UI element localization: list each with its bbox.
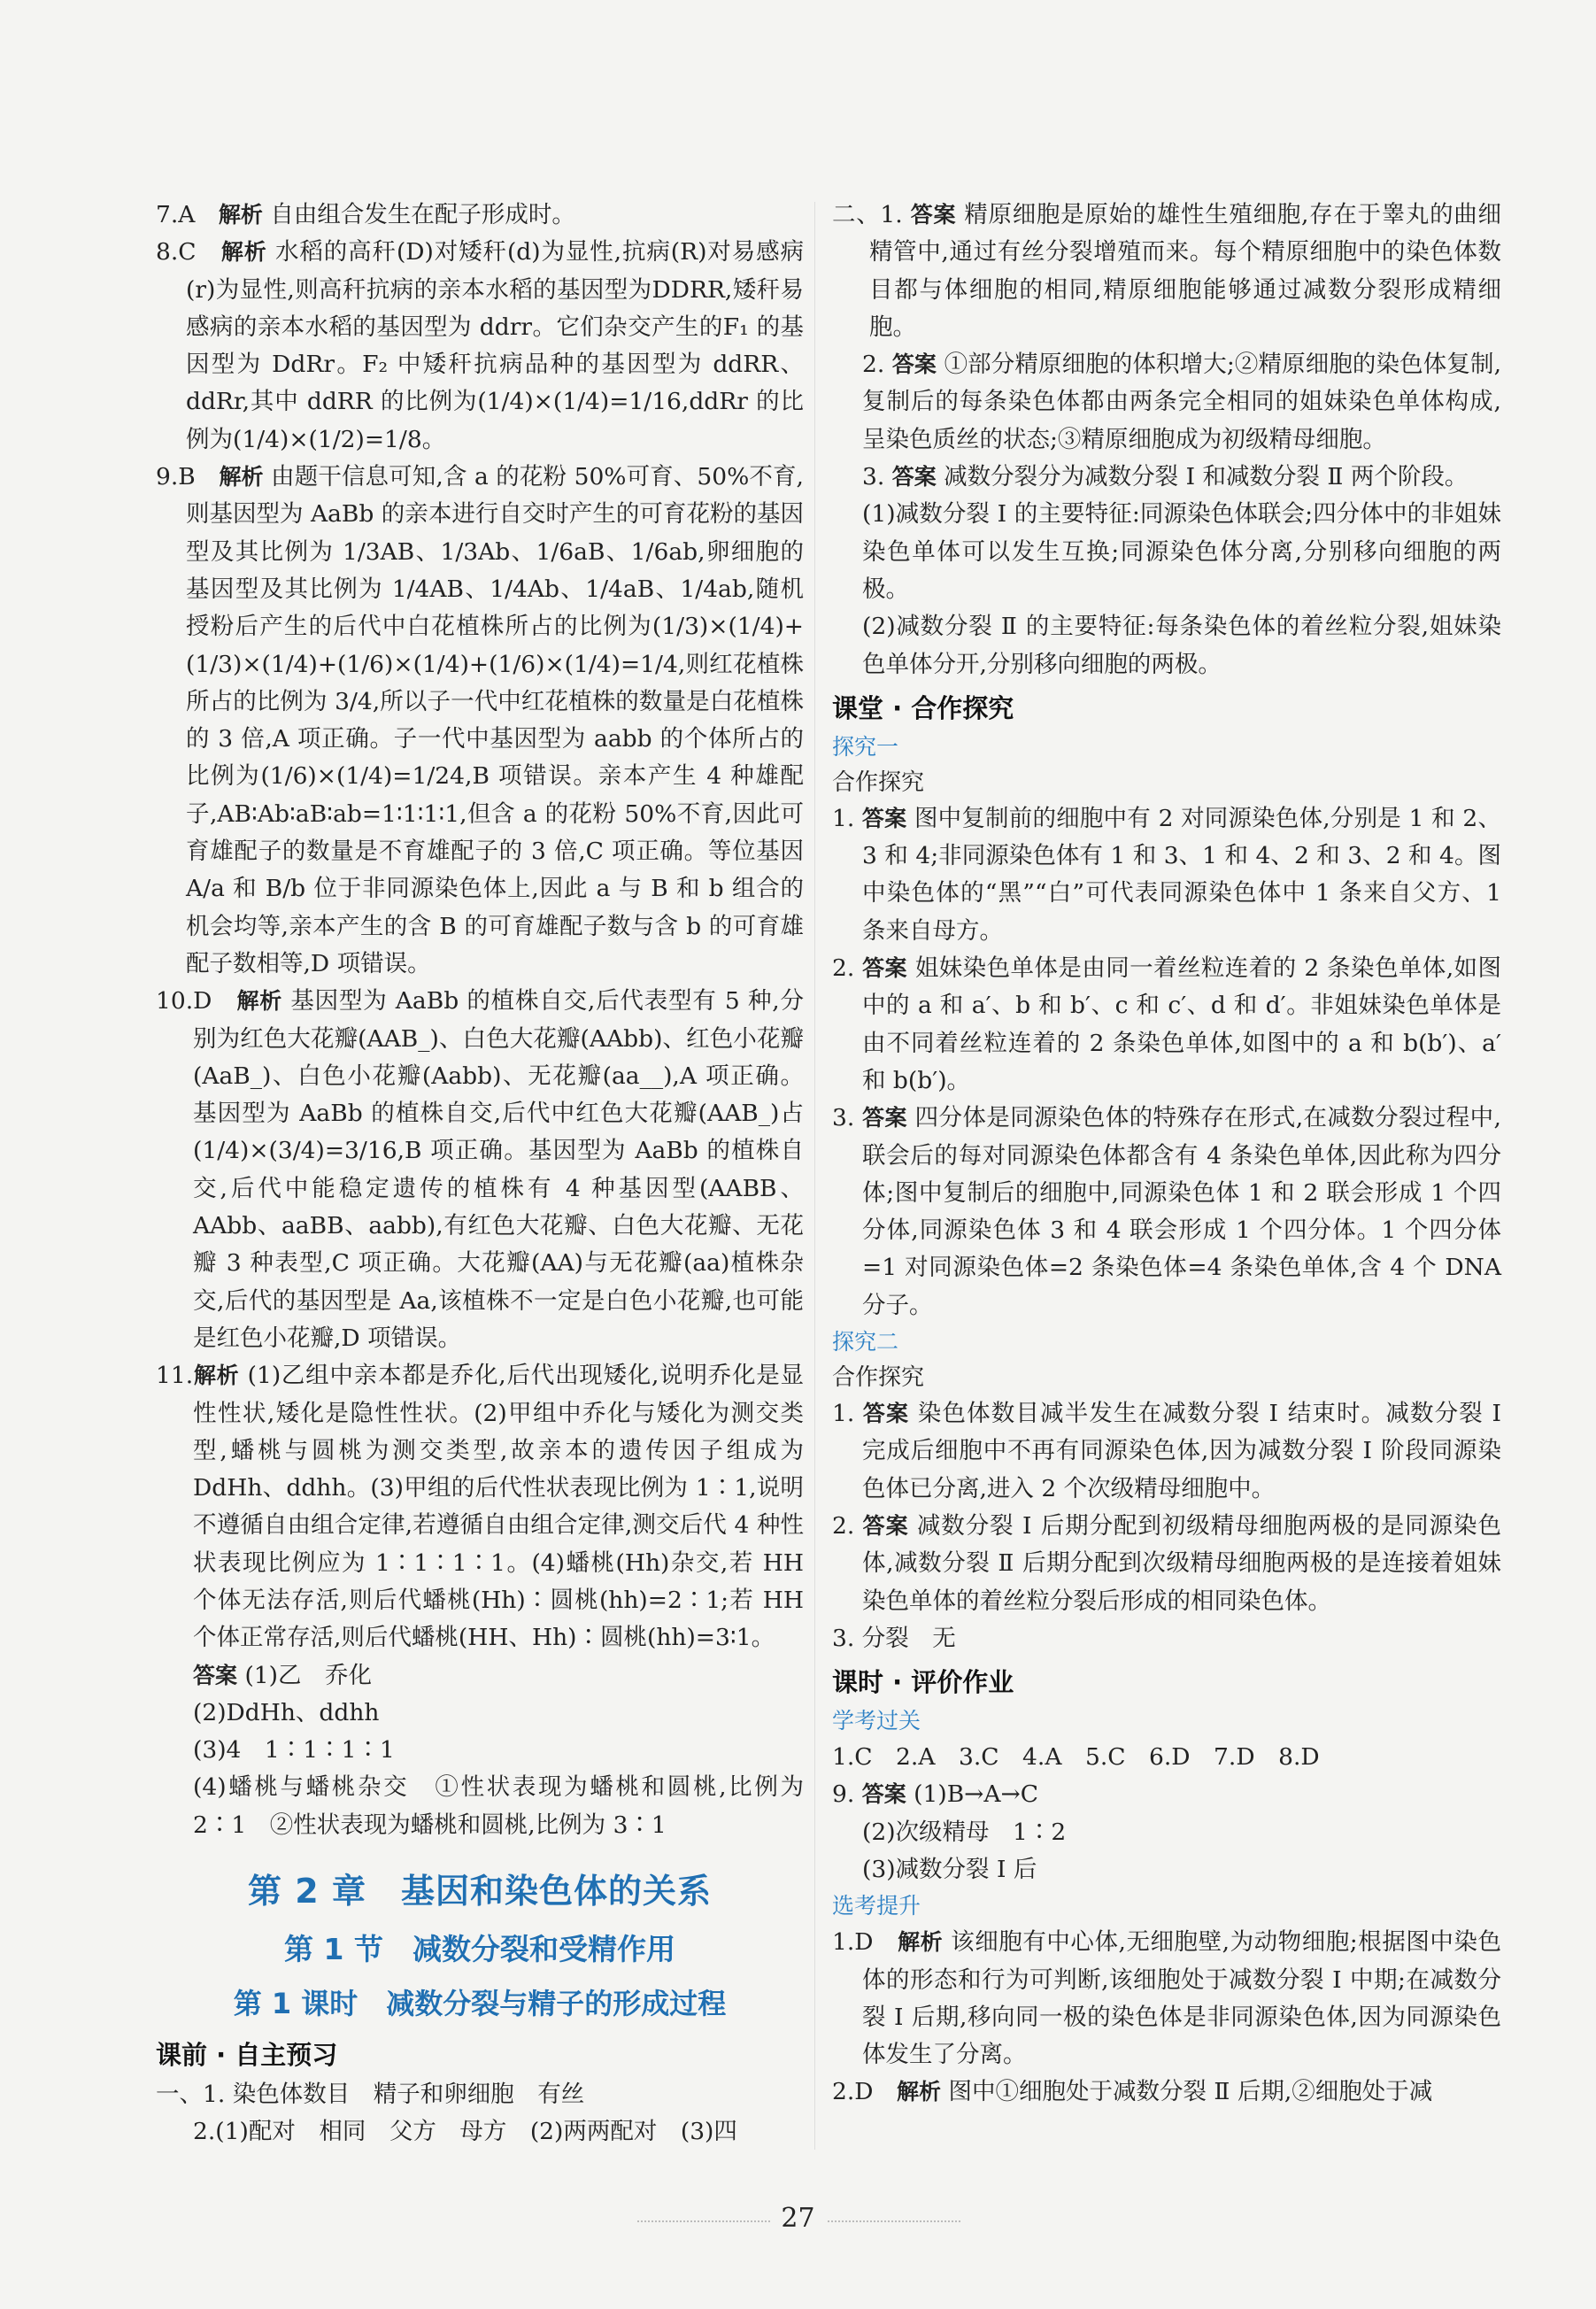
answer-9-right: 9. 答案 (1)B→A→C	[832, 1780, 1038, 1809]
cooperative-label-2: 合作探究	[832, 1364, 925, 1392]
answer-11: 11.解析 (1)乙组中亲本都是乔化,后代出现矮化,说明乔化是显性性状,矮化是隐性性状。(2)甲组中乔化与矮化为测交类型,蟠桃与圆桃为测交类型,故亲本的遗传因子组成为 DdHh、ddhh。(3)甲组的后代性状表现比例为 1∶1,说明不遵循自由组合定律,若遵循自由组合定律,测交后代 4 种性状表现比例应为 1∶1∶1∶1。(4)蟠桃(Hh)杂交,若 HH 个体无法存活,则后代蟠桃(Hh)∶圆桃(hh)=2∶1;若 HH 个体正常存活,则后代蟠桃(HH、Hh)∶圆桃(hh)=3∶1。	[156, 1362, 804, 1652]
answer-11-key-4: (4)蟠桃与蟠桃杂交 ①性状表现为蟠桃和圆桃,比例为 2∶1 ②性状表现为蟠桃和圆桃,比例为 3∶1	[193, 1773, 804, 1839]
explore-2-answer-1: 1. 答案 染色体数目减半发生在减数分裂 Ⅰ 结束时。减数分裂 Ⅰ 完成后细胞中不再有同源染色体,因为减数分裂 Ⅰ 阶段同源染色体已分离,进入 2 个次级精母细胞中。	[832, 1400, 1501, 1502]
chapter-title: 第 2 章 基因和染色体的关系	[248, 1872, 712, 1911]
divider	[814, 202, 815, 2150]
advanced-answer-2: 2.D 解析 图中①细胞处于减数分裂 Ⅱ 后期,②细胞处于减	[832, 2078, 1433, 2106]
answer-8: 8.C 解析 水稻的高秆(D)对矮秆(d)为显性,抗病(R)对易感病(r)为显性,则高秆抗病的亲本水稻的基因型为DDRR,矮秆易感病的亲本水稻的基因型为 ddrr。它们杂交产生的F₁ 的基因型为 DdRr。F₂ 中矮秆抗病品种的基因型为 ddRR、ddRr,其中 ddRR 的比例为(1/4)×(1/4)=1/16,ddRr 的比例为(1/4)×(1/2)=1/8。	[156, 238, 804, 453]
explore-2-answer-3: 3. 分裂 无	[832, 1624, 956, 1652]
basic-level-label: 学考过关	[832, 1708, 921, 1734]
left-column	[156, 197, 804, 2151]
explore-1-answer-1: 1. 答案 图中复制前的细胞中有 2 对同源染色体,分别是 1 和 2、3 和 4;非同源染色体有 1 和 3、1 和 4、2 和 3、2 和 4。图中染色体的“黑”“白”可代表同源染色体中 1 条来自父方、1 条来自母方。	[832, 804, 1501, 945]
preview-heading: 课前 · 自主预习	[156, 2040, 338, 2071]
answer-10: 10.D 解析 基因型为 AaBb 的植株自交,后代表型有 5 种,分别为红色大花瓣(AAB_)、白色大花瓣(AAbb)、红色小花瓣(AaB_)、白色小花瓣(Aabb)、无花瓣(aa__),A 项正确。基因型为 AaBb 的植株自交,后代中红色大花瓣(AAB_)占(1/4)×(3/4)=3/16,B 项正确。基因型为 AaBb 的植株自交,后代中能稳定遗传的植株有 4 种基因型(AABB、AAbb、aaBB、aabb),有红色大花瓣、白色大花瓣、无花瓣 3 种表型,C 项正确。大花瓣(AA)与无花瓣(aa)植株杂交,后代的基因型是 Aa,该植株不一定是白色小花瓣,也可能是红色小花瓣,D 项错误。	[156, 987, 804, 1352]
answer-11-key-2: (2)DdHh、ddhh	[193, 1698, 380, 1726]
explore-1-answer-2: 2. 答案 姐妹染色单体是由同一着丝粒连着的 2 条染色单体,如图中的 a 和 a′、b 和 b′、c 和 c′、d 和 d′。非姐妹染色单体是由不同着丝粒连着的 2 条染色单体,如图中的 a 和 b(b′)、a′和 b(b′)。	[832, 954, 1501, 1094]
lesson-title: 第 1 课时 减数分裂与精子的形成过程	[233, 1987, 727, 2021]
answer-7: 7.A 解析 自由组合发生在配子形成时。	[156, 201, 575, 228]
answer-9-right-2: (2)次级精母 1∶2	[862, 1818, 1067, 1846]
preview-1: 一、1. 染色体数目 精子和卵细胞 有丝	[156, 2081, 585, 2109]
answer-11-key-1: 答案 (1)乙 乔化	[193, 1661, 372, 1689]
page-number-rule-right	[828, 2220, 960, 2222]
explore-2-answer-2: 2. 答案 减数分裂 Ⅰ 后期分配到初级精母细胞两极的是同源染色体,减数分裂 Ⅱ 后期分配到次级精母细胞两极的是连接着姐妹染色单体的着丝粒分裂后形成的相同染色体。	[832, 1511, 1501, 1615]
page-number: 27	[781, 2203, 815, 2234]
answer-9-right-3: (3)减数分裂 Ⅰ 后	[862, 1855, 1037, 1883]
explore-1-answer-3: 3. 答案 四分体是同源染色体的特殊存在形式,在减数分裂过程中,联会后的每对同源染色体都含有 4 条染色单体,因此称为四分体;图中复制后的细胞中,同源染色体 1 和 2 联会形成 1 个四分体,同源染色体 3 和 4 联会形成 1 个四分体。1 个四分体=1 对同源染色体=2 条染色体=4 条染色单体,含 4 个 DNA 分子。	[832, 1104, 1501, 1319]
classroom-heading: 课堂 · 合作探究	[832, 692, 1014, 723]
part2-answer-3-1: (1)减数分裂 Ⅰ 的主要特征:同源染色体联会;四分体中的非姐妹染色单体可以发生互换;同源染色体分离,分别移向细胞的两极。	[862, 500, 1501, 603]
answer-11-key-3: (3)4 1∶1∶1∶1	[193, 1736, 395, 1765]
cooperative-label-1: 合作探究	[832, 768, 925, 796]
part2-answer-2: 2. 答案 ①部分精原细胞的体积增大;②精原细胞的染色体复制,复制后的每条染色体都由两条完全相同的姐妹染色单体构成,呈染色质丝的状态;③精原细胞成为初级精母细胞。	[862, 351, 1501, 453]
homework-heading: 课时 · 评价作业	[832, 1667, 1014, 1698]
right-column	[832, 197, 1501, 2112]
answer-9: 9.B 解析 由题干信息可知,含 a 的花粉 50%可育、50%不育,则基因型为 AaBb 的亲本进行自交时产生的可育花粉的基因型及其比例为 1/3AB、1/3Ab、1/6aB、1/6ab,卵细胞的基因型及其比例为 1/4AB、1/4Ab、1/4aB、1/4ab,随机授粉后产生的后代中白花植株所占的比例为(1/3)×(1/4)+(1/3)×(1/4)+(1/6)×(1/4)+(1/6)×(1/4)=1/4,则红花植株所占的比例为 3/4,所以子一代中红花植株的数量是白花植株的 3 倍,A 项正确。子一代中基因型为 aabb 的个体所占的比例为(1/6)×(1/4)=1/24,B 项错误。亲本产生 4 种雄配子,AB∶Ab∶aB∶ab=1∶1∶1∶1,但含 a 的花粉 50%不育,因此可育雄配子的数量是不育雄配子的 3 倍,C 项正确。等位基因 A/a 和 B/b 位于非同源染色体上,因此 a 与 B 和 b 组合的机会均等,亲本产生的含 B 的可育雄配子数与含 b 的可育雄配子数相等,D 项错误。	[156, 463, 804, 977]
preview-2: 2.(1)配对 相同 父方 母方 (2)两两配对 (3)四	[193, 2118, 737, 2146]
part2-answer-3-2: (2)减数分裂 Ⅱ 的主要特征:每条染色体的着丝粒分裂,姐妹染色单体分开,分别移向细胞的两极。	[862, 613, 1501, 678]
advanced-level-label: 选考提升	[832, 1893, 921, 1919]
explore-2-label: 探究二	[832, 1329, 899, 1355]
advanced-answer-1: 1.D 解析 该细胞有中心体,无细胞壁,为动物细胞;根据图中染色体的形态和行为可判断,该细胞处于减数分裂 Ⅰ 中期;在减数分裂 Ⅰ 后期,移向同一极的染色体是非同源染色体,因为同源染色体发生了分离。	[832, 1928, 1501, 2069]
part2-answer-1: 二、1. 答案 精原细胞是原始的雄性生殖细胞,存在于睾丸的曲细精管中,通过有丝分裂增殖而来。每个精原细胞中的染色体数目都与体细胞的相同,精原细胞能够通过减数分裂形成精细胞。	[832, 201, 1501, 341]
explore-1-label: 探究一	[832, 733, 899, 760]
section-title: 第 1 节 减数分裂和受精作用	[284, 1932, 675, 1967]
choice-answers: 1.C 2.A 3.C 4.A 5.C 6.D 7.D 8.D	[832, 1743, 1320, 1772]
part2-answer-3: 3. 答案 减数分裂分为减数分裂 Ⅰ 和减数分裂 Ⅱ 两个阶段。	[862, 463, 1469, 491]
